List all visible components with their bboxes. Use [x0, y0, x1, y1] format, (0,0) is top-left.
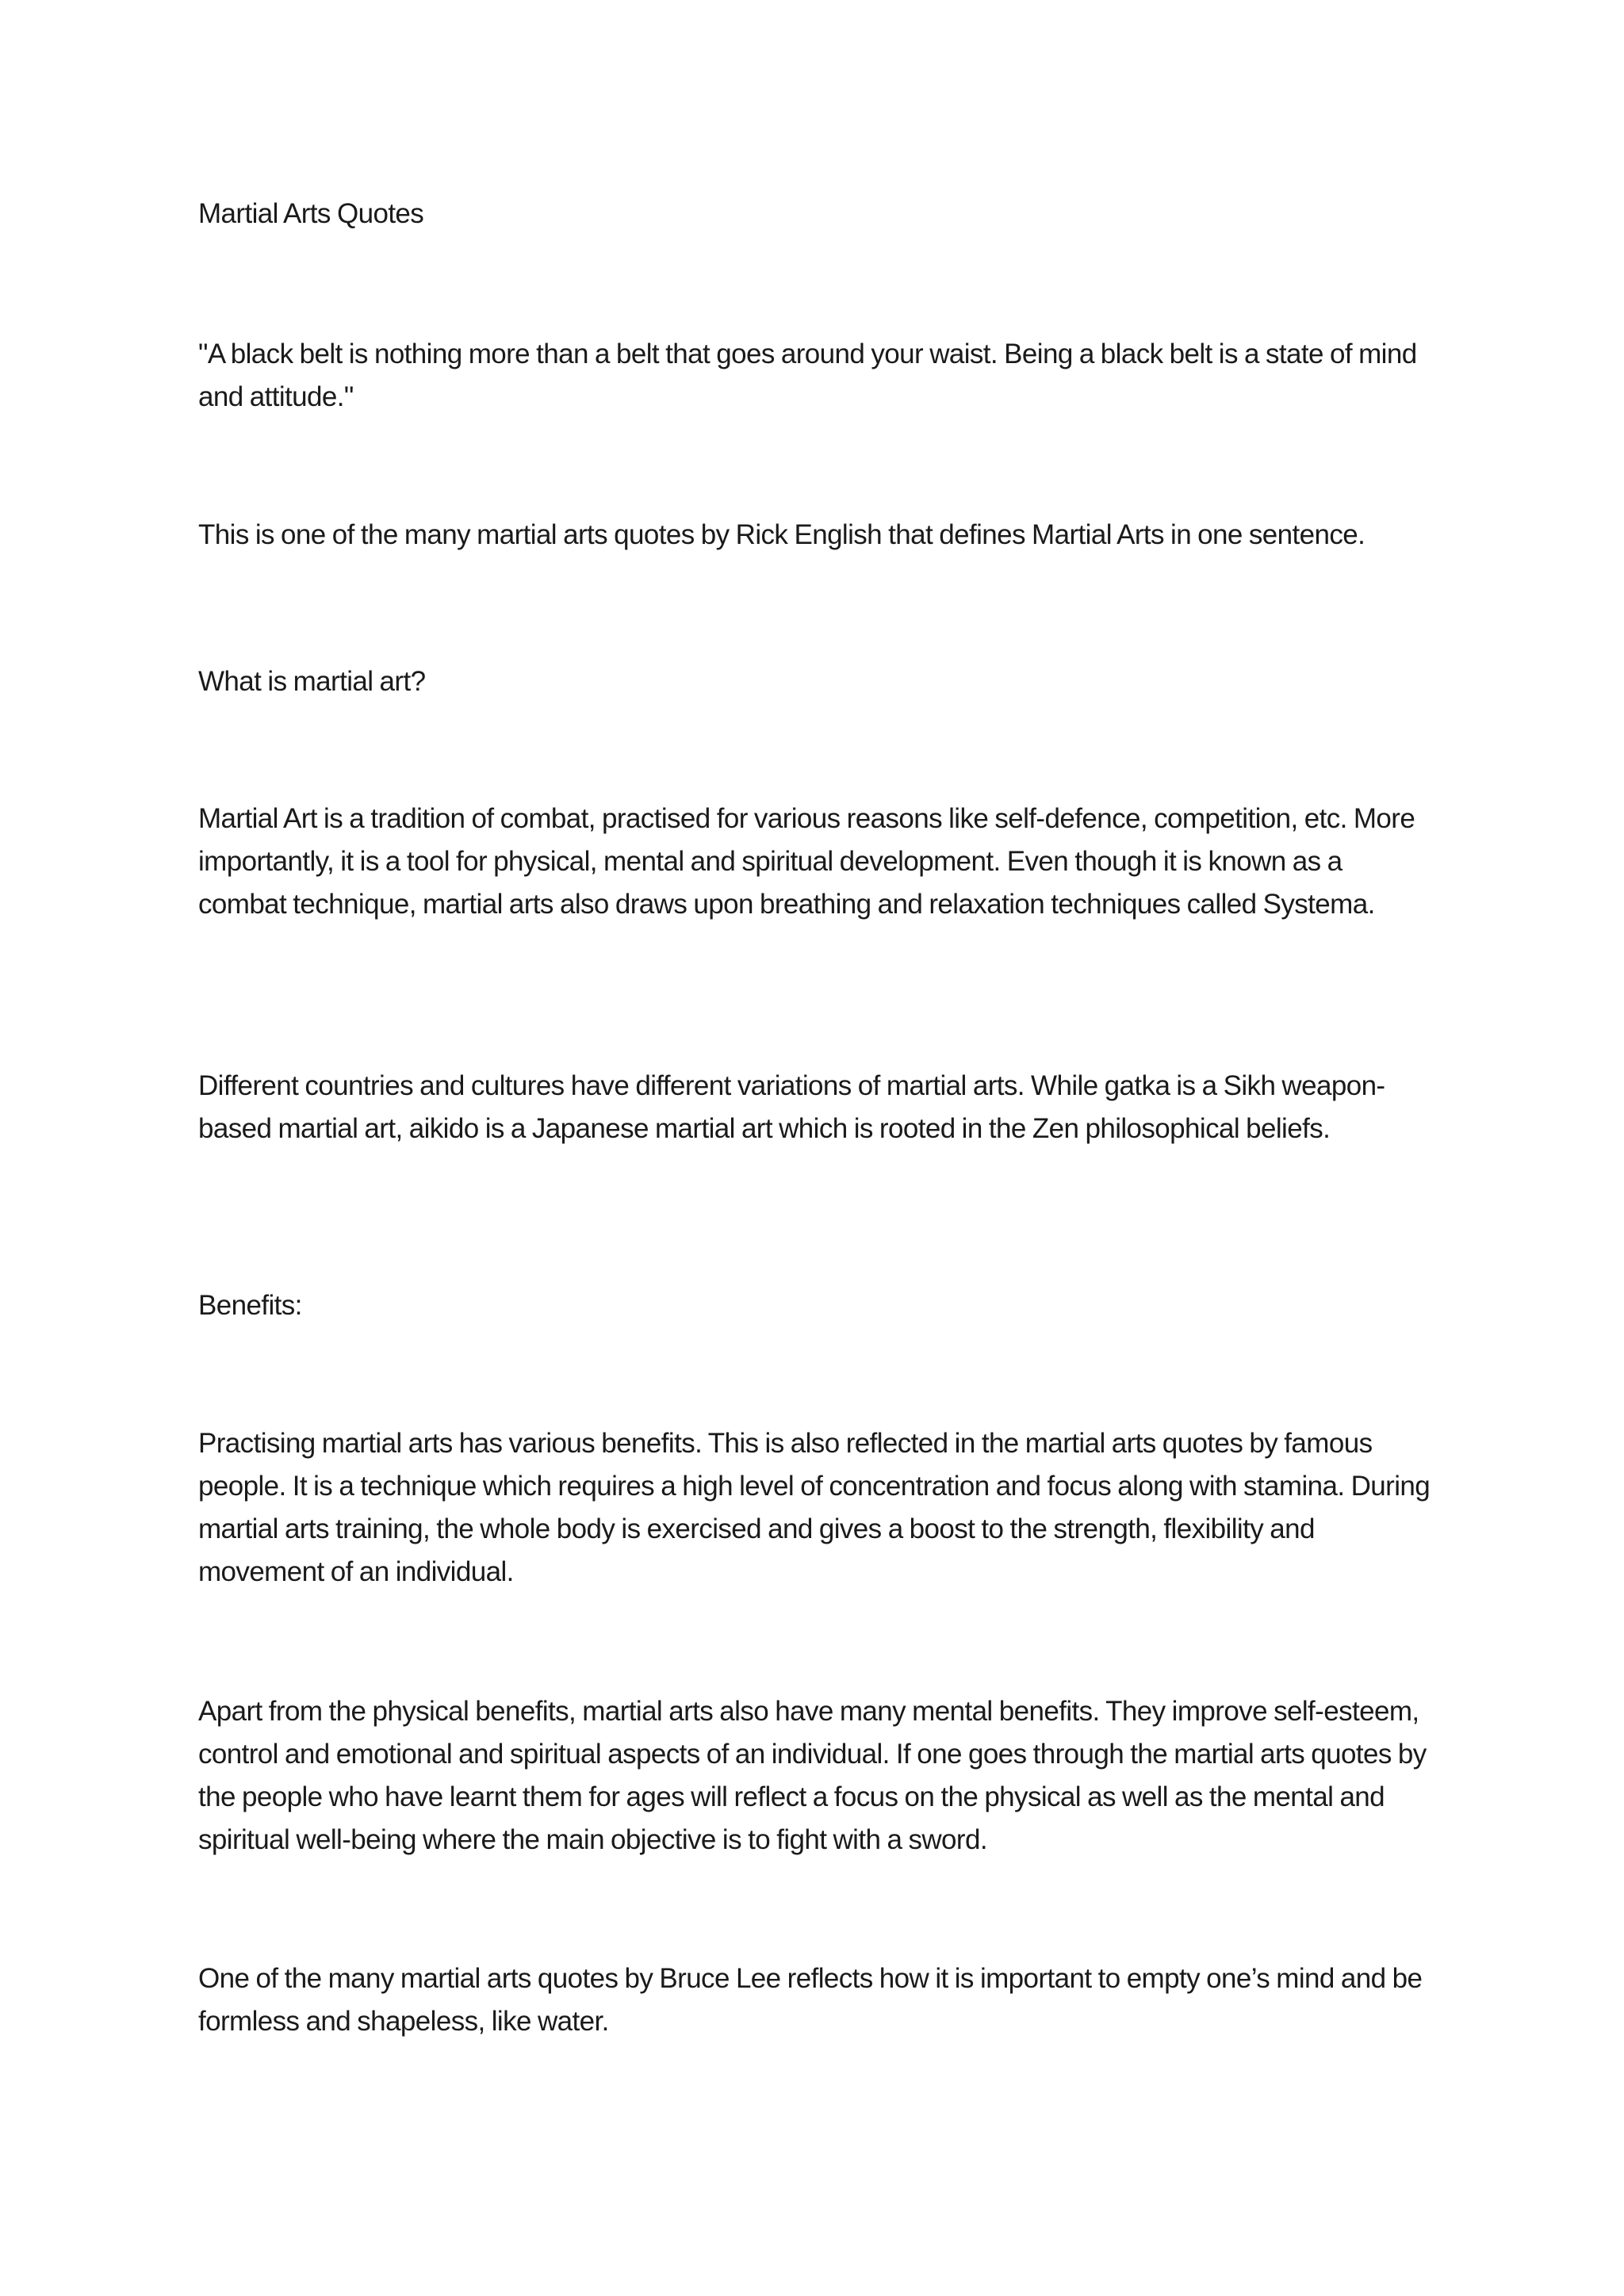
intro-paragraph: This is one of the many martial arts quotes by Rick English that defines Martial Arts in one sentence. — [198, 519, 1365, 550]
physical-benefits-paragraph: Practising martial arts has various benefits. This is also reflected in the martial arts quotes by famous people. It is a technique which requires a high level of concentration and focus along with stamina. During martial arts training, the whole body is exercised and gives a boost to the strength, flexibility and movement of an individual. — [198, 1428, 1431, 1587]
section-heading-what-is: What is martial art? — [198, 666, 426, 697]
quote-paragraph: "A black belt is nothing more than a belt that goes around your waist. Being a black belt is a state of mind and attitude." — [198, 339, 1417, 412]
document-title: Martial Arts Quotes — [198, 198, 424, 229]
section-heading-benefits: Benefits: — [198, 1290, 302, 1321]
mental-benefits-paragraph: Apart from the physical benefits, martial arts also have many mental benefits. They improve self-esteem, control and emotional and spiritual aspects of an individual. If one goes through the martial arts quotes by the people who have learnt them for ages will reflect a focus on the physical as well as the mental and spiritual well-being where the main objective is to fight with a sword. — [198, 1696, 1427, 1855]
variations-paragraph: Different countries and cultures have different variations of martial arts. While gatka is a Sikh weapon-based martial art, aikido is a Japanese martial art which is rooted in the Zen philosophical beliefs. — [198, 1070, 1385, 1144]
definition-paragraph: Martial Art is a tradition of combat, practised for various reasons like self-defence, competition, etc. More importantly, it is a tool for physical, mental and spiritual development. Even though it is known as a combat technique, martial arts also draws upon breathing and relaxation techniques called Systema. — [198, 803, 1415, 920]
bruce-lee-paragraph: One of the many martial arts quotes by Bruce Lee reflects how it is important to empty one’s mind and be formless and shapeless, like water. — [198, 1963, 1423, 2037]
